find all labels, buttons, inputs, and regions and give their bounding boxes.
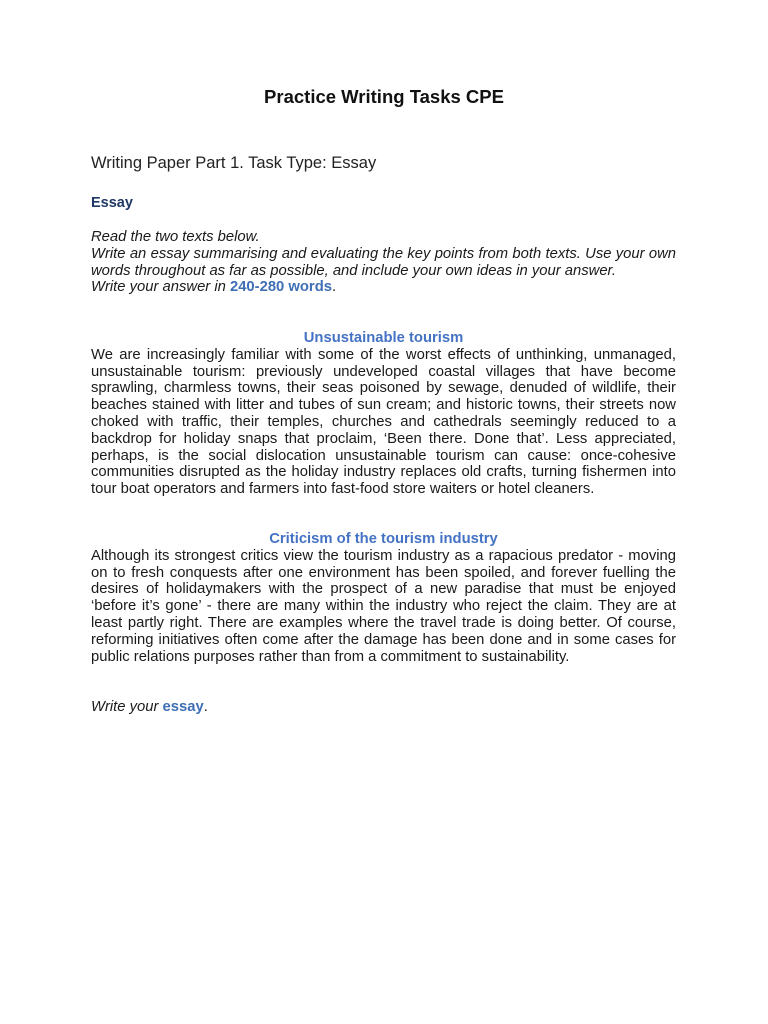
- text-1-body: We are increasingly familiar with some of the worst effects of unthinking, unmanaged, unsustainable tourism: previously undeveloped coastal villages that have become sprawling, charmless towns, their seas poisoned by sewage, denuded of wildlife, their beaches stained with litter and tubes of sun cream; and historic towns, their streets now choked with traffic, their temples, churches and cathedrals seemingly reduced to a backdrop for holiday snaps that proclaim, ‘Been there. Done that’. Less appreciated, perhaps, is the social dislocation unsustainable tourism can cause: once-cohesive communities disrupted as the holiday industry replaces old crafts, turning fishermen into tour boat operators and farmers into fast-food store waiters or hotel cleaners.: [91, 346, 676, 498]
- instruction-line-3: [91, 279, 676, 296]
- text-1-block: [91, 330, 676, 498]
- instruction-line-1: Read the two texts below.: [91, 229, 260, 245]
- closing-prefix: Write your: [91, 699, 163, 715]
- closing-instruction: [91, 699, 676, 716]
- task-instructions: [91, 229, 676, 296]
- text-2-block: [91, 531, 676, 665]
- essay-section-label: Essay: [91, 195, 133, 211]
- page-title: Practice Writing Tasks CPE: [264, 86, 504, 107]
- word-count-suffix: .: [331, 279, 337, 296]
- text-2-heading: Criticism of the tourism industry: [269, 531, 498, 547]
- task-type-subtitle: Writing Paper Part 1. Task Type: Essay: [91, 154, 377, 172]
- word-count-prefix: Write your answer in: [91, 279, 230, 296]
- text-1-heading: Unsustainable tourism: [303, 330, 464, 346]
- closing-suffix: .: [203, 699, 208, 715]
- text-2-body: Although its strongest critics view the tourism industry as a rapacious predator - moving on to fresh conquests after one environment has been spoiled, and forever fuelling the desires of holidaymakers with the prospect of a new paradise that must be enjoyed ‘before it’s gone’ - there are many within the industry who reject the claim. They are at least partly right. There are examples where the travel trade is doing better. Of course, reforming initiatives often come after the damage has been done and in some cases for public relations purposes rather than from a commitment to sustainability.: [91, 547, 676, 665]
- word-count-highlight: 240-280 words: [229, 279, 332, 296]
- closing-highlight: essay: [162, 699, 204, 715]
- instruction-line-2: Write an essay summarising and evaluating the key points from both texts. Use your own words throughout as far as possible, and include your own ideas in your answer.: [91, 245, 676, 279]
